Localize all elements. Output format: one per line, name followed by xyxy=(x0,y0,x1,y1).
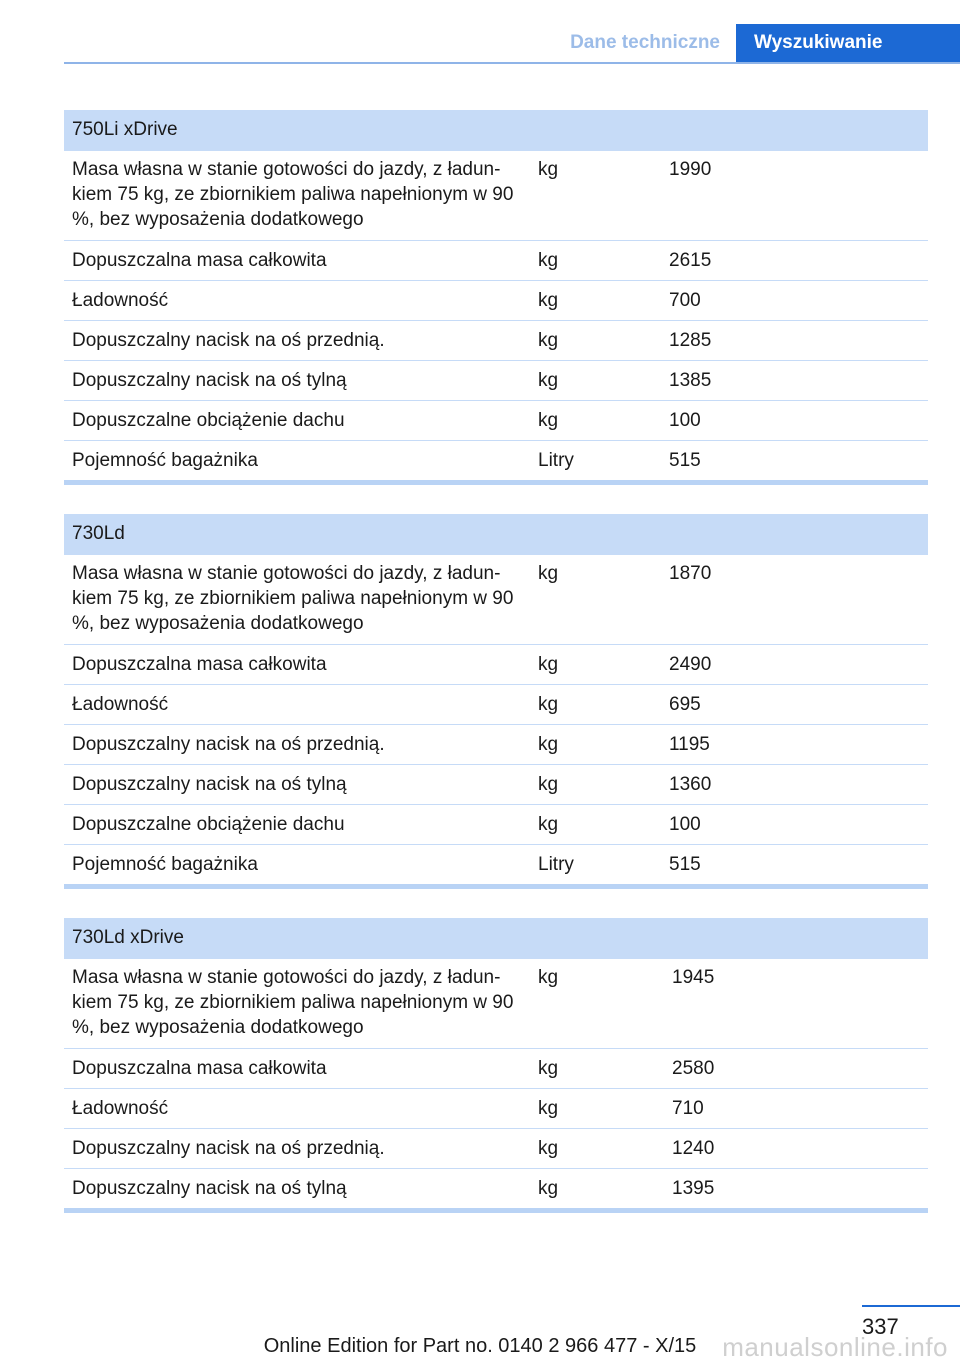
row-unit: kg xyxy=(538,814,559,835)
table-row xyxy=(64,360,928,400)
table-row xyxy=(64,644,928,684)
watermark: manualsonline.info xyxy=(722,1332,948,1362)
row-unit: kg xyxy=(538,694,559,715)
table-row xyxy=(64,1168,928,1208)
row-unit: kg xyxy=(538,410,559,431)
spec-table-750li-xdrive xyxy=(64,110,928,485)
row-label: Ładowność xyxy=(72,290,169,311)
table-row xyxy=(64,764,928,804)
row-label: Dopuszczalna masa całkowita xyxy=(72,654,327,675)
row-unit: Litry xyxy=(538,854,574,875)
row-label: Masa własna w stanie gotowości do jazdy, z ładun‐ kiem 75 kg, ze zbiornikiem paliwa napełnionym w 90 %, bez wyposażenia dodatkowego xyxy=(72,967,514,1038)
page-header xyxy=(64,24,960,64)
table-row xyxy=(64,280,928,320)
row-unit: kg xyxy=(538,1138,559,1159)
row-unit: kg xyxy=(538,654,559,675)
row-value: 1285 xyxy=(669,330,712,351)
row-value: 1870 xyxy=(669,563,712,584)
row-value: 515 xyxy=(669,450,701,471)
spec-table-title: 730Ld xyxy=(64,514,928,554)
row-label: Dopuszczalny nacisk na oś tylną xyxy=(72,1178,347,1199)
table-row xyxy=(64,440,928,480)
row-unit: kg xyxy=(538,330,559,351)
table-row xyxy=(64,1128,928,1168)
page-number: 337 xyxy=(862,1314,899,1339)
table-row xyxy=(64,1088,928,1128)
row-value: 100 xyxy=(669,814,701,835)
row-label: Dopuszczalny nacisk na oś przednią. xyxy=(72,1138,385,1159)
table-row xyxy=(64,958,928,1048)
row-label: Masa własna w stanie gotowości do jazdy, z ładun‐ kiem 75 kg, ze zbiornikiem paliwa napełnionym w 90 %, bez wyposażenia dodatkowego xyxy=(72,563,514,634)
spec-table-730ld-xdrive xyxy=(64,918,928,1213)
row-unit: kg xyxy=(538,734,559,755)
row-label: Dopuszczalne obciążenie dachu xyxy=(72,814,345,835)
row-unit: kg xyxy=(538,563,559,584)
row-label: Pojemność bagażnika xyxy=(72,854,258,875)
row-value: 1360 xyxy=(669,774,712,795)
table-row xyxy=(64,1048,928,1088)
footer-edition-text: Online Edition for Part no. 0140 2 966 477 - X/15 xyxy=(263,1335,697,1357)
row-label: Ładowność xyxy=(72,1098,169,1119)
footer-divider xyxy=(862,1305,960,1307)
row-label: Pojemność bagażnika xyxy=(72,450,258,471)
row-value: 1395 xyxy=(672,1178,715,1199)
row-value: 700 xyxy=(669,290,701,311)
row-unit: kg xyxy=(538,159,559,180)
row-unit: kg xyxy=(538,774,559,795)
row-unit: kg xyxy=(538,1178,559,1199)
row-value: 695 xyxy=(669,694,701,715)
row-value: 1990 xyxy=(669,159,712,180)
row-value: 100 xyxy=(669,410,701,431)
row-unit: kg xyxy=(538,290,559,311)
table-row xyxy=(64,240,928,280)
row-label: Dopuszczalny nacisk na oś tylną xyxy=(72,370,347,391)
spec-table-title: 730Ld xDrive xyxy=(64,918,928,958)
tab-wyszukiwanie[interactable]: Wyszukiwanie xyxy=(736,24,960,62)
table-row xyxy=(64,684,928,724)
table-row xyxy=(64,724,928,764)
row-label: Dopuszczalny nacisk na oś przednią. xyxy=(72,734,385,755)
row-unit: kg xyxy=(538,967,559,988)
row-unit: kg xyxy=(538,370,559,391)
row-label: Dopuszczalna masa całkowita xyxy=(72,1058,327,1079)
row-unit: kg xyxy=(538,1098,559,1119)
tab-dane-techniczne[interactable]: Dane techniczne xyxy=(570,32,720,53)
row-value: 710 xyxy=(672,1098,704,1119)
row-value: 515 xyxy=(669,854,701,875)
row-label: Ładowność xyxy=(72,694,169,715)
row-label: Dopuszczalna masa całkowita xyxy=(72,250,327,271)
row-value: 2490 xyxy=(669,654,712,675)
row-label: Masa własna w stanie gotowości do jazdy, z ładun‐ kiem 75 kg, ze zbiornikiem paliwa napełnionym w 90 %, bez wyposażenia dodatkowego xyxy=(72,159,514,230)
row-value: 1385 xyxy=(669,370,712,391)
row-value: 1195 xyxy=(669,734,710,755)
table-row xyxy=(64,844,928,884)
table-row xyxy=(64,554,928,644)
row-value: 2580 xyxy=(672,1058,715,1079)
row-unit: kg xyxy=(538,250,559,271)
table-row xyxy=(64,400,928,440)
row-label: Dopuszczalny nacisk na oś tylną xyxy=(72,774,347,795)
row-unit: Litry xyxy=(538,450,574,471)
row-value: 1240 xyxy=(672,1138,715,1159)
table-row xyxy=(64,150,928,240)
row-unit: kg xyxy=(538,1058,559,1079)
row-label: Dopuszczalny nacisk na oś przednią. xyxy=(72,330,385,351)
spec-table-730ld xyxy=(64,514,928,889)
spec-table-title: 750Li xDrive xyxy=(64,110,928,150)
table-row xyxy=(64,804,928,844)
row-value: 2615 xyxy=(669,250,712,271)
row-value: 1945 xyxy=(672,967,715,988)
row-label: Dopuszczalne obciążenie dachu xyxy=(72,410,345,431)
table-row xyxy=(64,320,928,360)
